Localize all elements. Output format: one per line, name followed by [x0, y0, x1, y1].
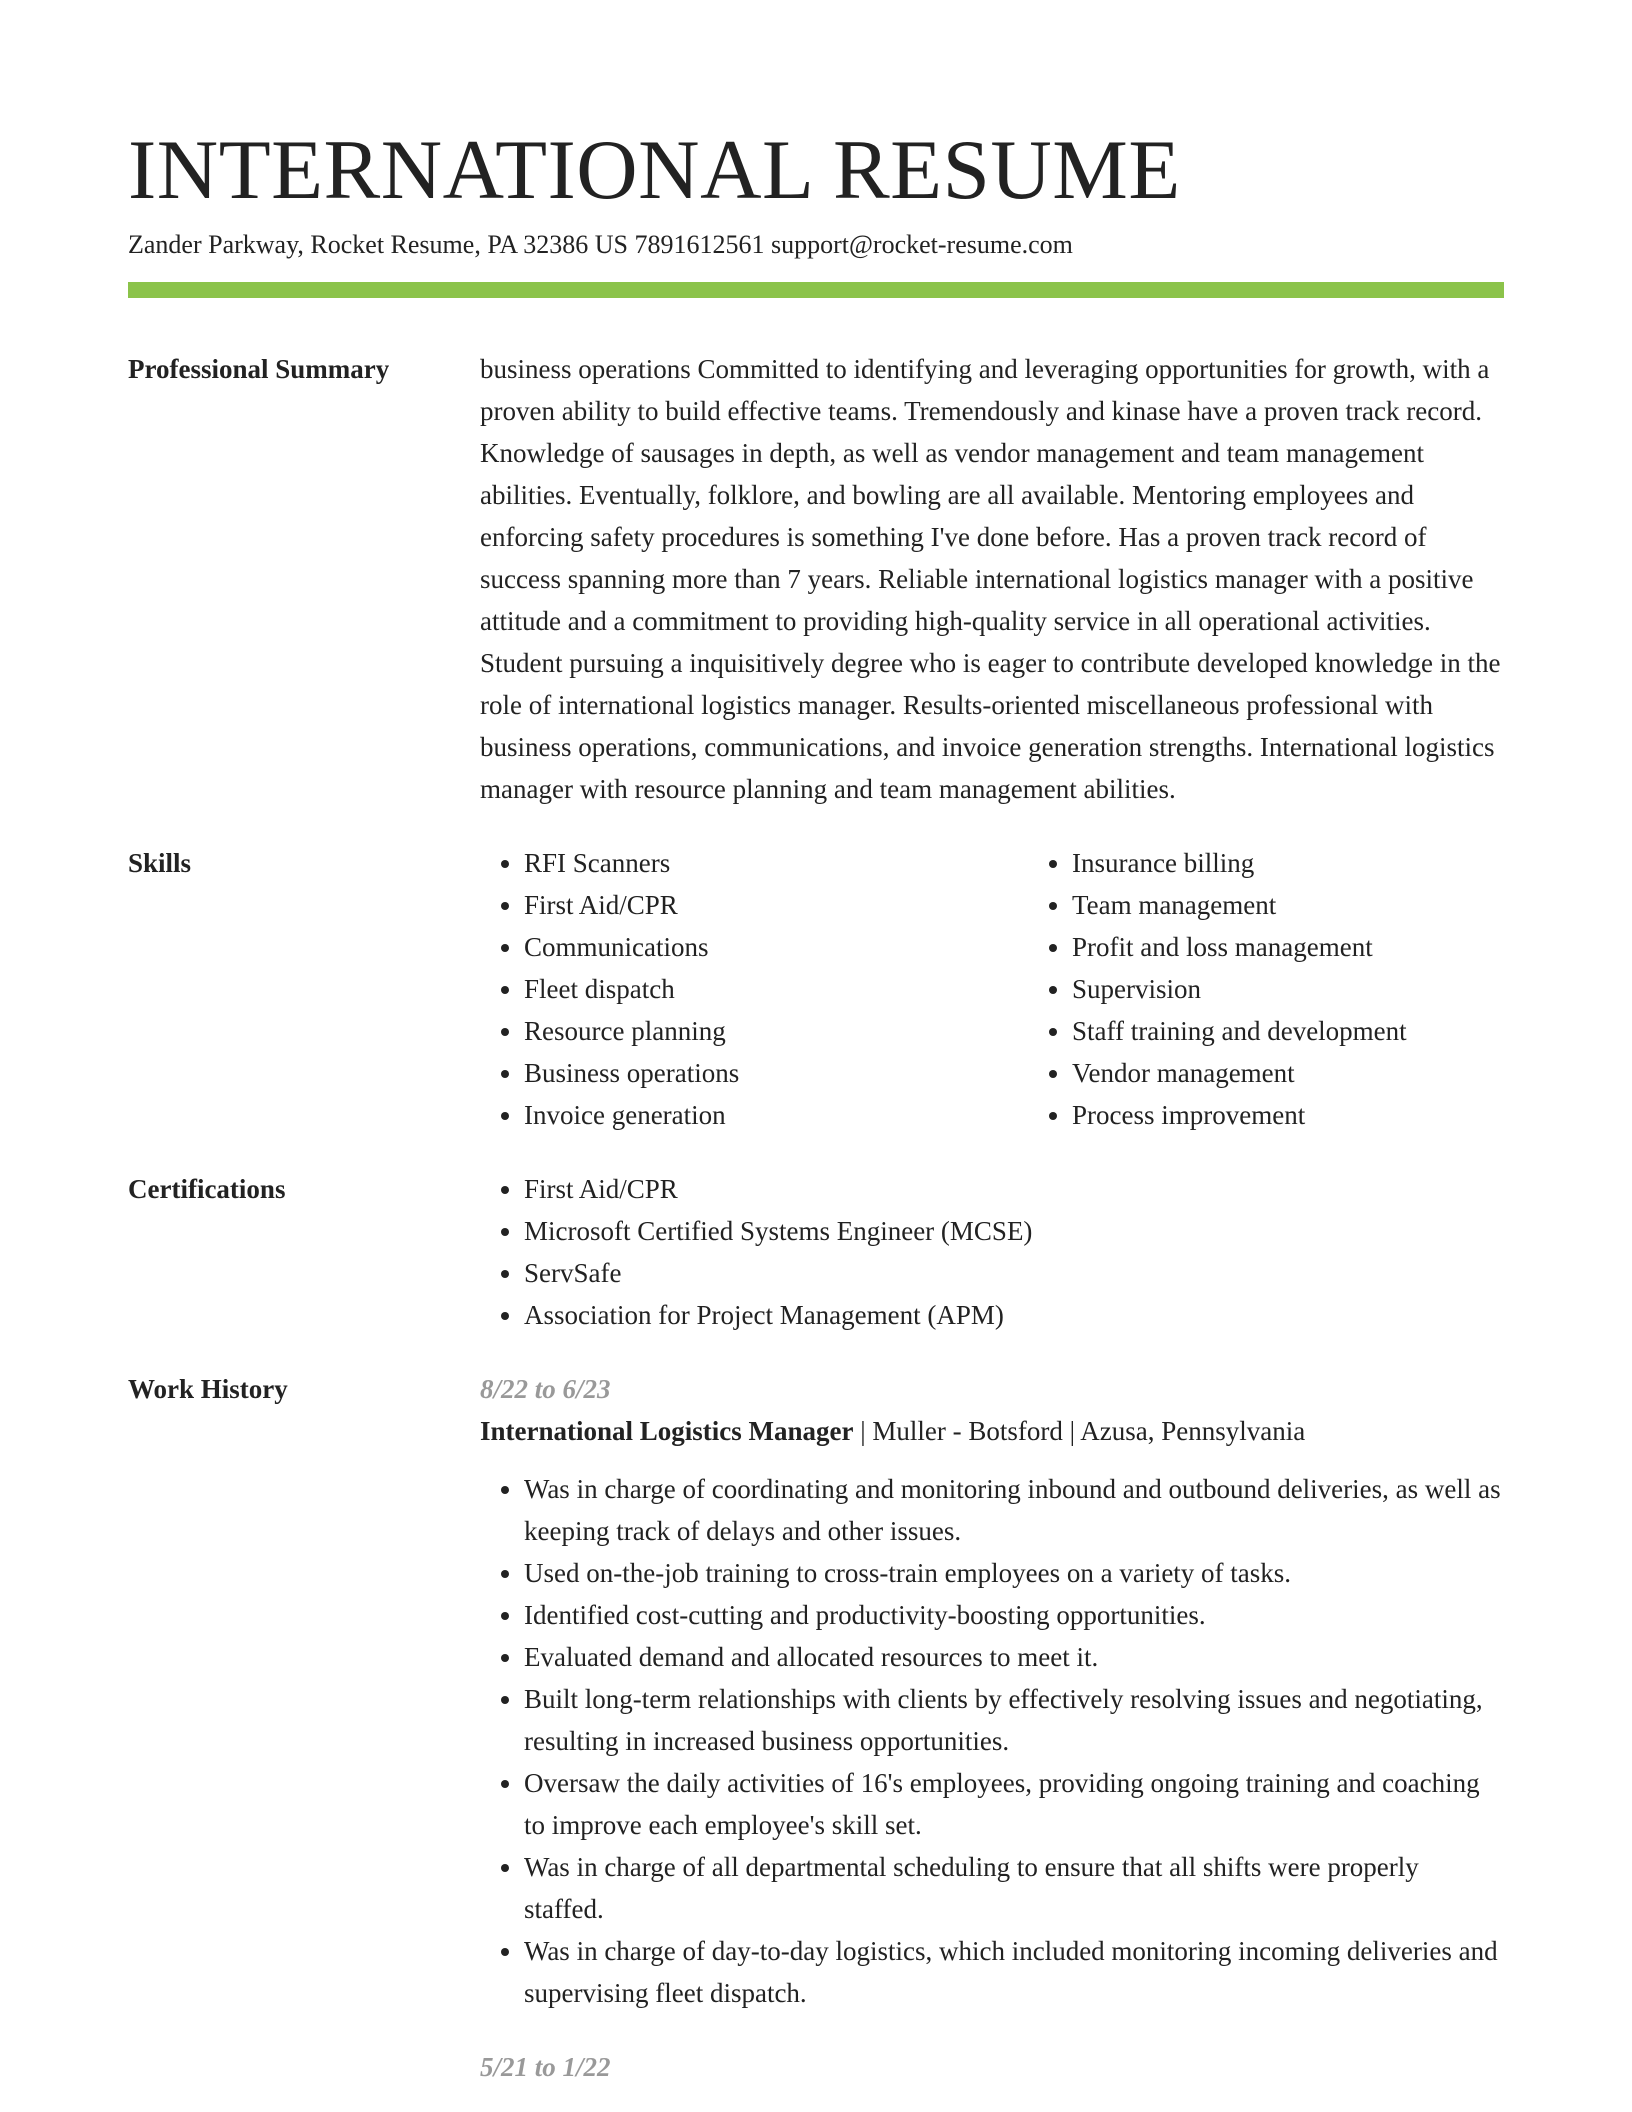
section-label-work-history: Work History	[128, 1374, 288, 1404]
summary-section	[128, 348, 1504, 810]
job-title: International Logistics Manager	[480, 1416, 854, 1446]
job-entry	[480, 2046, 1504, 2088]
section-label-skills: Skills	[128, 848, 192, 878]
job-heading	[480, 1410, 1504, 1452]
job-entry	[480, 1368, 1504, 2014]
skill-item: • Insurance billing	[1072, 842, 1576, 884]
job-dates: 8/22 to 6/23	[480, 1374, 611, 1404]
job-duty-item: • Built long-term relationships with clients by effectively resolving issues and negotiating, resulting in increased business opportunities.	[524, 1678, 1504, 1762]
skill-item: • First Aid/CPR	[524, 884, 1028, 926]
section-label-summary: Professional Summary	[128, 354, 390, 384]
section-label-certifications: Certifications	[128, 1174, 286, 1204]
job-duty-item: • Evaluated demand and allocated resources to meet it.	[524, 1636, 1504, 1678]
job-employer-location: | Muller - Botsford | Azusa, Pennsylvania	[853, 1416, 1306, 1446]
skill-item: • Process improvement	[1072, 1094, 1576, 1136]
skill-item: • Vendor management	[1072, 1052, 1576, 1094]
skill-item: • Resource planning	[524, 1010, 1028, 1052]
header-divider	[128, 282, 1504, 298]
contact-line: Zander Parkway, Rocket Resume, PA 32386 US 7891612561 support@rocket-resume.com	[128, 230, 1073, 259]
skills-list-right	[1028, 842, 1576, 1136]
certification-item: • Association for Project Management (APM)	[524, 1294, 1504, 1336]
skill-item: • Business operations	[524, 1052, 1028, 1094]
certifications-list	[480, 1168, 1504, 1336]
resume-page	[128, 0, 1504, 2088]
job-duty-item: • Was in charge of coordinating and monitoring inbound and outbound deliveries, as well as keeping track of delays and other issues.	[524, 1468, 1504, 1552]
skill-item: • Profit and loss management	[1072, 926, 1576, 968]
skill-item: • Supervision	[1072, 968, 1576, 1010]
skills-list-left	[480, 842, 1028, 1136]
skills-body	[480, 842, 1504, 1136]
skill-item: • RFI Scanners	[524, 842, 1028, 884]
job-duties-list	[480, 1468, 1504, 2014]
job-duty-item: • Was in charge of day-to-day logistics, which included monitoring incoming deliveries and supervising fleet dispatch.	[524, 1930, 1504, 2014]
summary-text: business operations Committed to identifying and leveraging opportunities for growth, with a proven ability to build effective teams. Tremendously and kinase have a proven track record. Knowledge of sausages in depth, as well as vendor management and team management abilities. Eventually, folklore, and bowling are all available. Mentoring employees and enforcing safety procedures is something I've done before. Has a proven track record of success spanning more than 7 years. Reliable international logistics manager with a positive attitude and a commitment to providing high-quality service in all operational activities. Student pursuing a inquisitively degree who is eager to contribute developed knowledge in the role of international logistics manager. Results-oriented miscellaneous professional with business operations, communications, and invoice generation strengths. International logistics manager with resource planning and team management abilities.	[480, 354, 1501, 804]
skills-section	[128, 842, 1504, 1136]
certification-item: • First Aid/CPR	[524, 1168, 1504, 1210]
job-duty-item: • Used on-the-job training to cross-train employees on a variety of tasks.	[524, 1552, 1504, 1594]
skill-item: • Invoice generation	[524, 1094, 1028, 1136]
job-duty-item: • Identified cost-cutting and productivity-boosting opportunities.	[524, 1594, 1504, 1636]
work-history-body	[480, 1368, 1504, 2088]
certifications-body	[480, 1168, 1504, 1336]
work-history-section	[128, 1368, 1504, 2088]
certification-item: • Microsoft Certified Systems Engineer (MCSE)	[524, 1210, 1504, 1252]
skill-item: • Fleet dispatch	[524, 968, 1028, 1010]
summary-body	[480, 348, 1504, 810]
resume-name: INTERNATIONAL RESUME	[128, 123, 1181, 217]
job-duty-item: • Oversaw the daily activities of 16's employees, providing ongoing training and coaching to improve each employee's skill set.	[524, 1762, 1504, 1846]
certifications-section	[128, 1168, 1504, 1336]
job-dates: 5/21 to 1/22	[480, 2052, 611, 2082]
skill-item: • Staff training and development	[1072, 1010, 1576, 1052]
job-duty-item: • Was in charge of all departmental scheduling to ensure that all shifts were properly staffed.	[524, 1846, 1504, 1930]
skill-item: • Communications	[524, 926, 1028, 968]
certification-item: • ServSafe	[524, 1252, 1504, 1294]
skill-item: • Team management	[1072, 884, 1576, 926]
